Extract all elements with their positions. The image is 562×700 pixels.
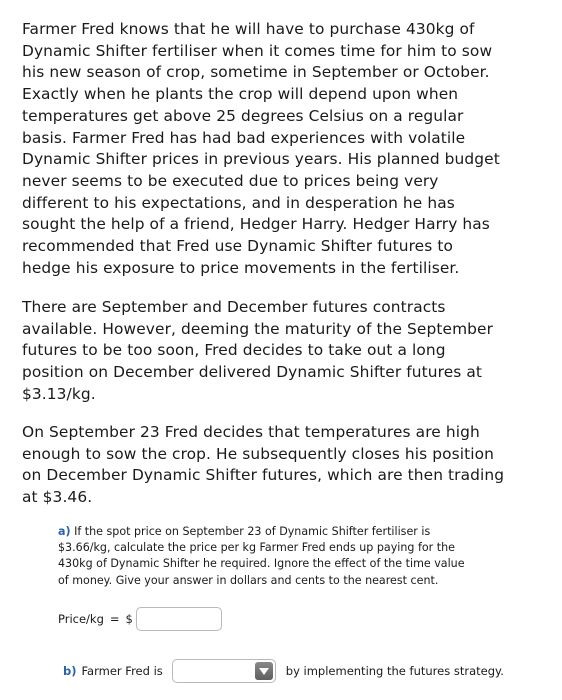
price-answer-row [58, 605, 222, 633]
price-label: Price/kg [58, 612, 104, 626]
text-line: recommended that Fred use Dynamic Shifter futures to [22, 237, 453, 256]
question-a-label: a) [58, 525, 71, 538]
text-line: basis. Farmer Fred has had bad experiences with volatile [22, 128, 466, 147]
text-line: sought the help of a friend, Hedger Harry. Hedger Harry has [22, 215, 490, 234]
text-line: enough to sow the crop. He subsequently closes his position [22, 444, 495, 463]
chevron-down-icon[interactable] [255, 662, 273, 680]
question-a [58, 524, 538, 589]
problem-paragraph-2 [22, 297, 547, 406]
text-line: on December Dynamic Shifter futures, which are then trading [22, 466, 505, 485]
question-a-line-1 [58, 524, 538, 540]
question-a-text: $3.66/kg, calculate the price per kg Farmer Fred ends up paying for the [58, 541, 455, 555]
text-line: position on December delivered Dynamic Shifter futures at [22, 363, 483, 382]
text-line: futures to be too soon, Fred decides to take out a long [22, 341, 446, 360]
text-line: $3.13/kg. [22, 384, 96, 403]
question-b [63, 658, 504, 684]
text-line: at $3.46. [22, 488, 93, 507]
equals-sign: = [109, 612, 120, 626]
question-b-suffix: by implementing the futures strategy. [285, 664, 504, 678]
text-line: Dynamic Shifter fertiliser when it comes time for him to sow [22, 41, 493, 60]
text-line: his new season of crop, sometime in September or October. [22, 63, 490, 82]
text-line: never seems to be executed due to prices being very [22, 171, 439, 190]
problem-paragraph-1 [22, 19, 547, 279]
problem-paragraph-3 [22, 422, 547, 509]
question-b-prefix: Farmer Fred is [81, 664, 163, 678]
text-line: Dynamic Shifter prices in previous years. His planned budget [22, 150, 500, 169]
text-line: hedge his exposure to price movements in the fertiliser. [22, 258, 460, 277]
text-line: Farmer Fred knows that he will have to purchase 430kg of [22, 20, 475, 38]
question-a-text: If the spot price on September 23 of Dynamic Shifter fertiliser is [70, 525, 431, 538]
text-line: temperatures get above 25 degrees Celsius on a regular [22, 106, 464, 125]
question-a-text: of money. Give your answer in dollars and cents to the nearest cent. [58, 573, 439, 587]
text-line: Exactly when he plants the crop will depend upon when [22, 85, 459, 104]
currency-symbol: $ [125, 612, 133, 626]
text-line: available. However, deeming the maturity of the September [22, 319, 494, 338]
question-b-label: b) [63, 664, 77, 678]
price-per-kg-input[interactable] [136, 607, 222, 631]
text-line: On September 23 Fred decides that temperatures are high [22, 423, 480, 441]
text-line: different to his expectations, and in desperation he has [22, 193, 455, 212]
outcome-dropdown[interactable] [172, 659, 276, 683]
question-a-text: 430kg of Dynamic Shifter he required. Ignore the effect of the time value [58, 557, 465, 571]
text-line: There are September and December futures contracts [22, 298, 446, 316]
